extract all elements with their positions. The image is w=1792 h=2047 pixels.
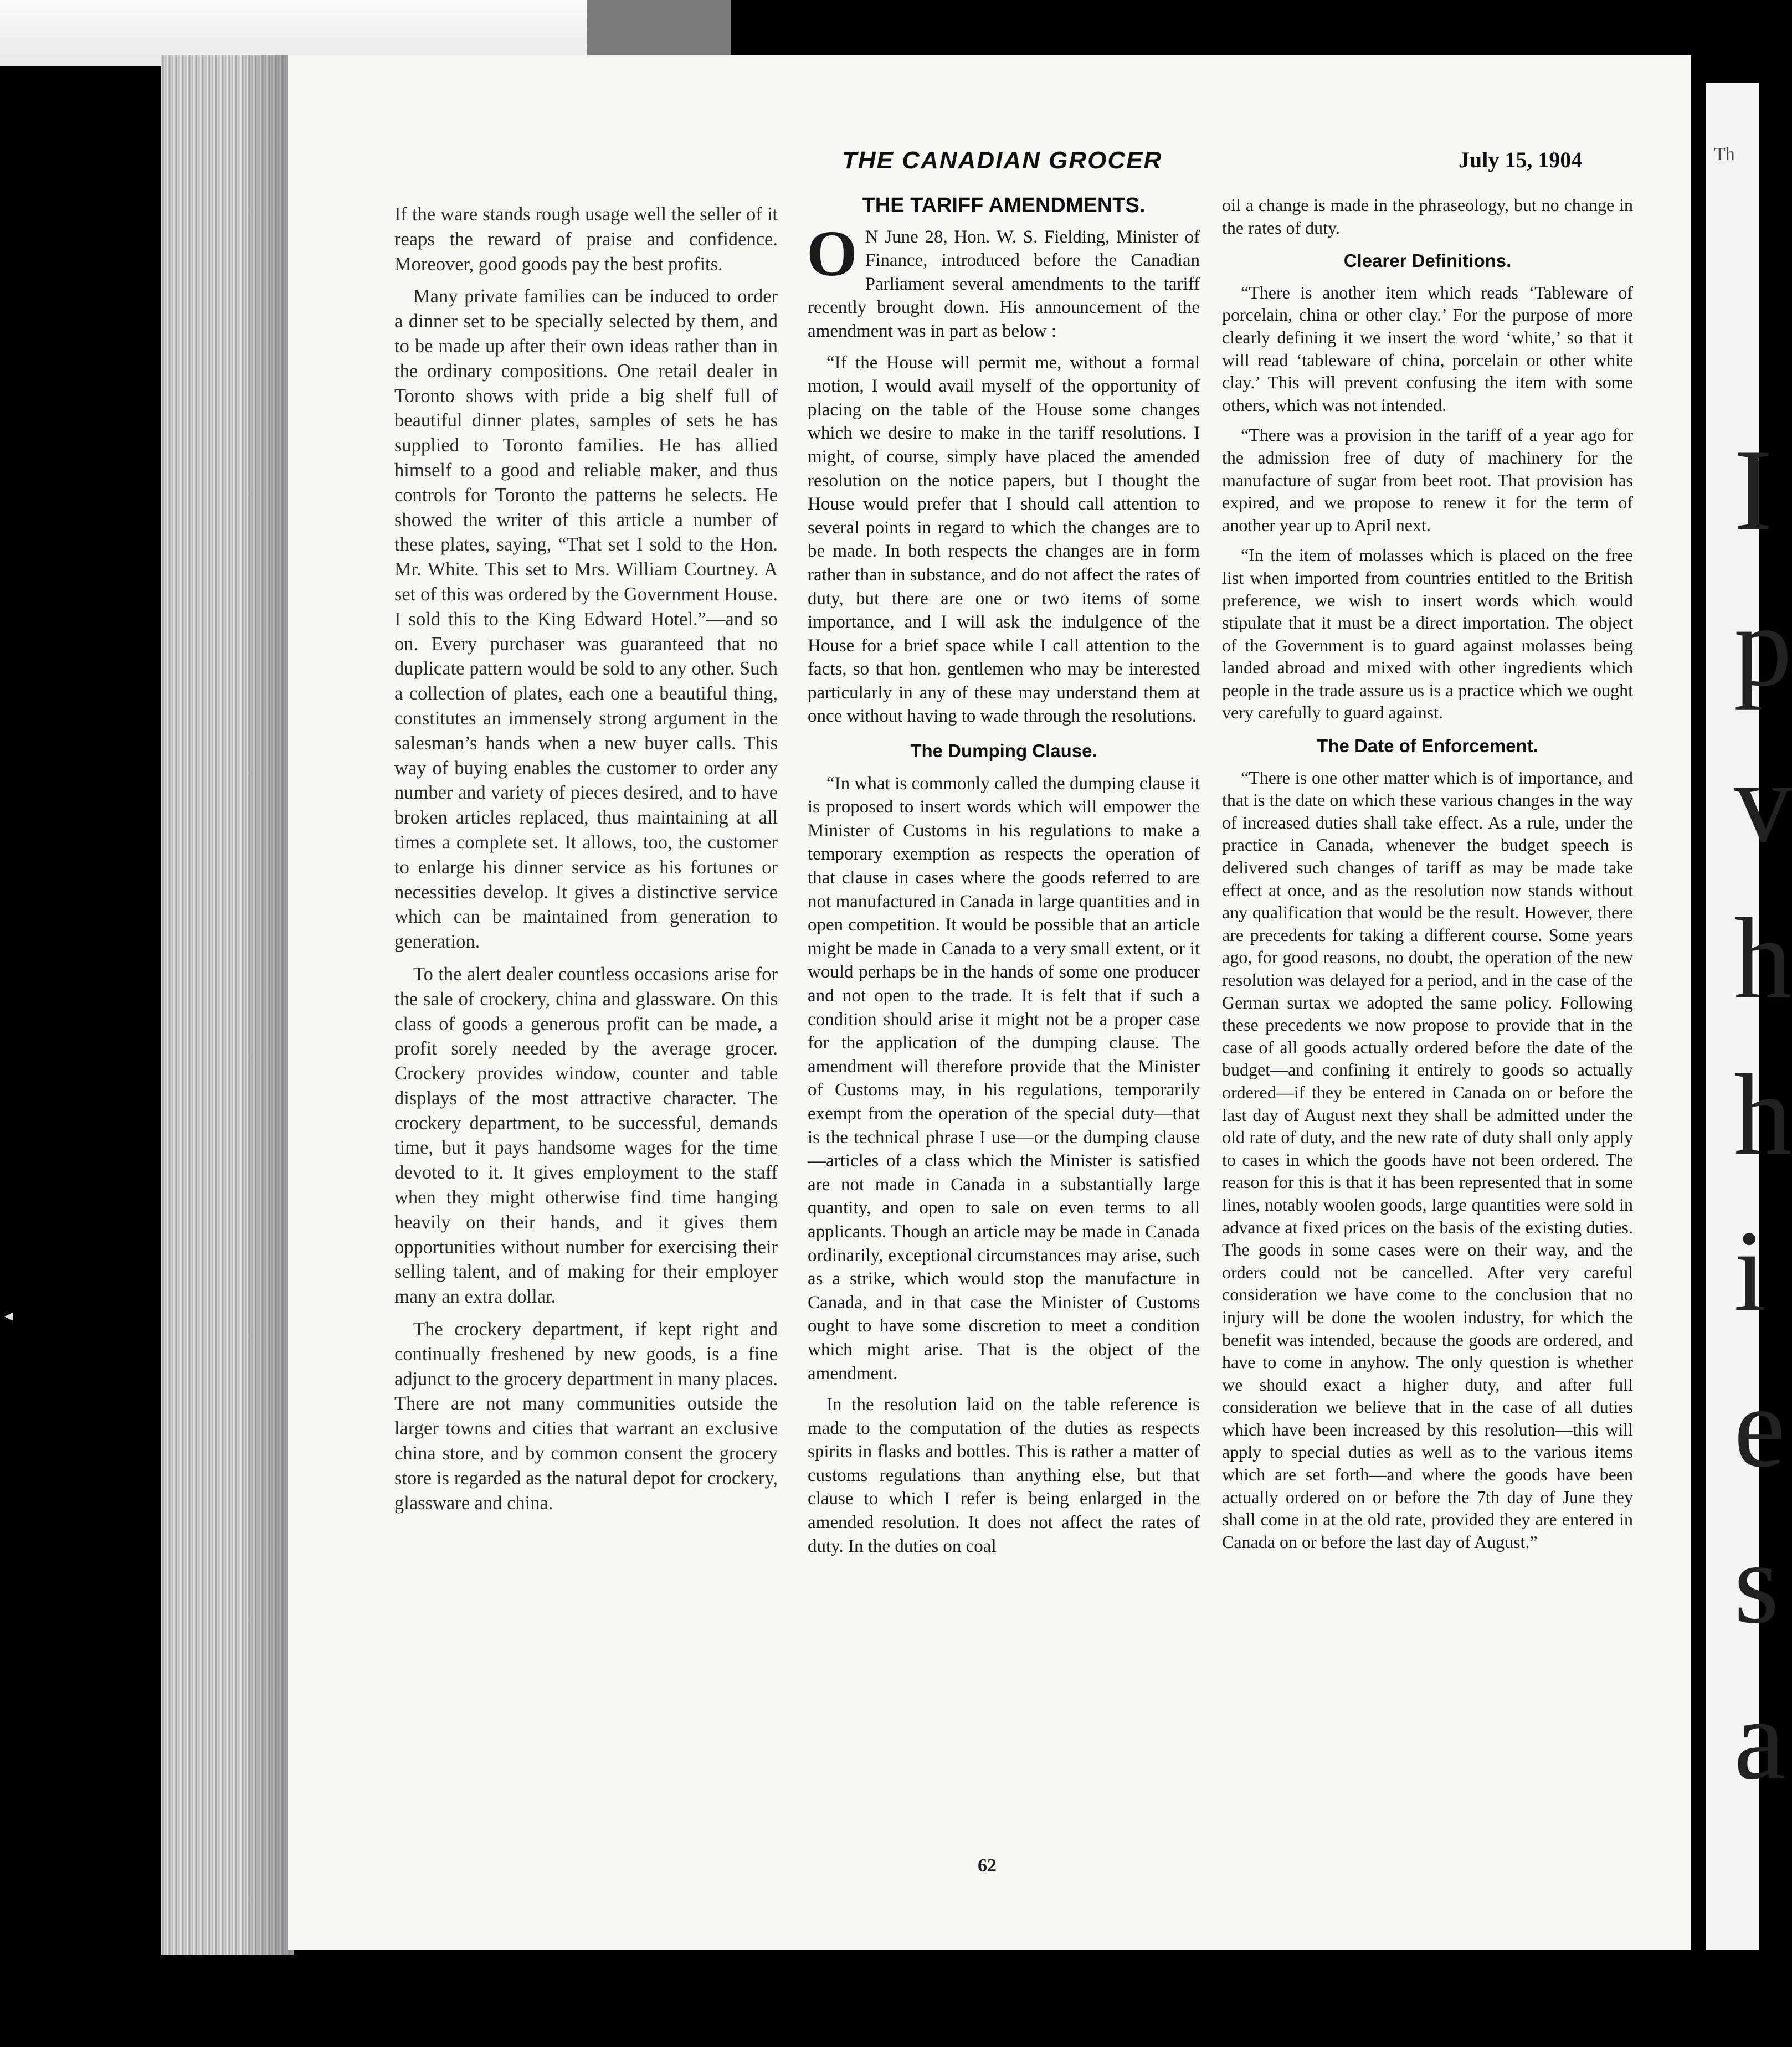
paragraph: The crockery department, if kept right and continually freshened by new goods, is a fine adjunct to the grocery department in many places. There are not many communities outside the larger towns and cities that warrant an exclusive china store, and by common consent the grocery store is regarded as the natural depot for crockery, glassware and china. [394, 1319, 778, 1514]
letter-fragment: v [1734, 738, 1792, 867]
letter-fragment: h [1734, 1051, 1792, 1179]
intro-text: N June 28, Hon. W. S. Fielding, Minister of Finance, introduced before the Canadian Parliament several amendments to the tariff recently brought down. His announcement of the amendment was in part as below : [808, 227, 1200, 341]
article-title: THE TARIFF AMENDMENTS. [862, 194, 1146, 217]
letter-fragment: I [1734, 426, 1773, 554]
adjacent-header-fragment: Th [1714, 144, 1735, 164]
page-header [288, 147, 1691, 180]
scan-corner-gray [587, 0, 731, 58]
adjacent-page-fragment [1706, 83, 1792, 1950]
column-tariff-article [808, 194, 1200, 1566]
scanned-page [288, 55, 1691, 1950]
drop-cap: O [807, 217, 858, 290]
letter-fragment: i [1734, 1207, 1767, 1335]
book-gutter-shadow [244, 55, 294, 1955]
paragraph: Many private families can be induced to order a dinner set to be specially selected by them, and to be made up after their own ideas rather than in the ordinary compositions. One retail dealer in Toronto shows with pride a big shelf full of beautiful dinner plates, samples of sets he has supplied to Toronto families. He has allied himself to a good and reliable maker, and thus controls for Toronto the patterns he selects. He showed the writer of this article a number of these plates, saying, “That set I sold to the Hon. Mr. White. This set to Mrs. William Courtney. A set of this was ordered by the Government House. I sold this to the King Edward Hotel.”—and so on. Every purchaser was guaranteed that no duplicate pattern would be sold to any other. Such a collection of plates, each one a beautiful thing, constitutes an immensely strong argument in the salesman’s hands when a new buyer calls. This way of buying enables the customer to order any number and variety of pieces desired, and to have broken articles replaced, thus maintaining at all times a complete set. It allows, too, the customer to enlarge his dinner service as his fortunes or necessities develop. It gives a distinctive service which can be maintained from generation to generation. [394, 286, 778, 953]
paragraph: If the ware stands rough usage well the seller of it reaps the reward of praise and confidence. Moreover, good goods pay the best profits. [394, 204, 778, 275]
section-heading: Clearer Definitions. [1343, 250, 1512, 271]
section-heading: The Date of Enforcement. [1317, 736, 1538, 757]
letter-fragment: p [1734, 582, 1792, 711]
paragraph: “If the House will permit me, without a formal motion, I would avail myself of the opportunity of placing on the table of the House some changes which we desire to make in the tariff resolutions. I might, of course, simply have placed the amended resolution on the notice papers, but I thought the House would prefer that I should call attention to several points in regard to which the changes are to be made. In both respects the changes are in form rather than in substance, and do not affect the rates of duty, but there are one or two items of some importance, and I will ask the indulgence of the House for a brief space while I call attention to the facts, so that hon. gentlemen who may be interested particularly in any of these may understand them at once without having to wade through the resolutions. [808, 352, 1200, 727]
paragraph: “There was a provision in the tariff of a year ago for the admission free of duty of machinery for the manufacture of sugar from beet root. That provision has expired, and we propose to renew it for the term of another year up to April next. [1222, 425, 1633, 535]
adjacent-page-letters [1734, 426, 1792, 1838]
paragraph: To the alert dealer countless occasions arise for the sale of crockery, china and glassware. On this class of goods a generous profit can be made, a profit sorely needed by the average grocer. Crockery provides window, counter and table displays of the most attractive character. The crockery department, to be successful, demands time, but it pays handsome wages for the time devoted to it. It gives employment to the staff when they might otherwise find time hanging heavily on their hands, and it gives them opportunities without number for exercising their selling talent, and of making for their employer many an extra dollar. [394, 963, 778, 1308]
paragraph: “There is one other matter which is of importance, and that is the date on which these various changes in the way of increased duties shall take effect. As a rule, under the practice in Canada, whenever the budget speech is delivered such changes of tariff as may be made take effect at once, and as the resolution now stands without any qualification that would be the result. However, there are precedents for taking a different course. Some years ago, for good reasons, no doubt, the operation of the new resolution was delayed for a period, and in the case of the German surtax we adopted the same policy. Following these precedents we now propose to provide that in the case of all goods actually ordered before the date of the budget—and confining it entirely to goods so actually ordered—if they be entered in Canada on or before the last day of August next they shall be admitted under the old rate of duty, and the new rate of duty shall only apply to cases in which the goods have not been ordered. The reason for this is that it has been represented that in some lines, notably woolen goods, large quantities were sold in advance at fixed prices on the basis of the existing duties. The goods in some cases were on their way, and the orders could not be cancelled. After very careful consideration we have come to the conclusion that no injury will be done the woolen industry, for which the benefit was intended, because the goods are ordered, and have to come in anyhow. The only question is whether we should exact a higher duty, and after full consideration we believe that in the case of all duties which have been increased by this resolution—this will apply to special duties as well as to the various items which are set forth—and where the goods have been actually ordered on or before the 7th day of June they shall come in at the old rate, provided they are entered in Canada on or before the last day of August.” [1222, 767, 1633, 1552]
letter-fragment: s [1734, 1519, 1779, 1648]
paragraph: In the resolution laid on the table reference is made to the computation of the duties as respects spirits in flasks and bottles. This is rather a matter of customs regulations than anything else, but that clause to which I refer is being enlarged in the amended resolution. It does not affect the rates of duty. In the duties on coal [808, 1395, 1200, 1556]
column-crockery-article [394, 202, 778, 1523]
letter-fragment: h [1734, 894, 1792, 1023]
intro-paragraph [807, 217, 1200, 343]
issue-date: July 15, 1904 [1459, 147, 1583, 172]
letter-fragment: e [1734, 1363, 1786, 1491]
column-tariff-continued [1222, 194, 1633, 1561]
section-heading: The Dumping Clause. [910, 740, 1097, 762]
paragraph: “In the item of molasses which is placed on the free list when imported from countries entitled to the British preference, we wish to insert words which would stipulate that it must be a direct importation. The object of the Government is to guard against molasses being landed abroad and mixed with other ingredients which people in the trade assure us is a practice which we ought very carefully to guard against. [1222, 545, 1633, 723]
paragraph: “In what is commonly called the dumping clause it is proposed to insert words which will empower the Minister of Customs in his regulations to make a temporary exemption as respects the operation of that clause in cases where the goods referred to are not manufactured in Canada in large quantities and in open competition. It would be possible that an article might be made in Canada to a very small extent, or it would perhaps be in the hands of some one producer and not open to the trade. It is felt that if such a condition should arise it might not be a proper case for the application of the dumping clause. The amendment will therefore provide that the Minister of Customs may, in his regulations, temporarily exempt from the operation of the special duty—that is the technical phrase I use—or the dumping clause—articles of a class which the Minister is satisfied are not made in Canada in a substantially large quantity, and open to sale on even terms to all applicants. Though an article may be made in Canada ordinarily, exceptional circumstances may arise, such as a strike, which would stop the manufacture in Canada, and in that case the Minister of Customs ought to have some discretion to meet a condition which might arise. That is the object of the amendment. [808, 773, 1200, 1383]
paragraph: oil a change is made in the phraseology, but no change in the rates of duty. [1222, 195, 1633, 238]
paragraph: “There is another item which reads ‘Tableware of porcelain, china or other clay.’ For the purpose of more clearly defining it we insert the word ‘white,’ so that it will read ‘tableware of china, porcelain or other white clay.’ This will prevent confusing the item with some others, which was not intended. [1222, 282, 1633, 415]
scan-bottom-border [0, 1961, 1759, 2047]
letter-fragment: a [1734, 1675, 1786, 1804]
masthead: THE CANADIAN GROCER [842, 147, 1163, 174]
page-number: 62 [978, 1855, 997, 1876]
margin-mark: ◂ [4, 1307, 13, 1325]
